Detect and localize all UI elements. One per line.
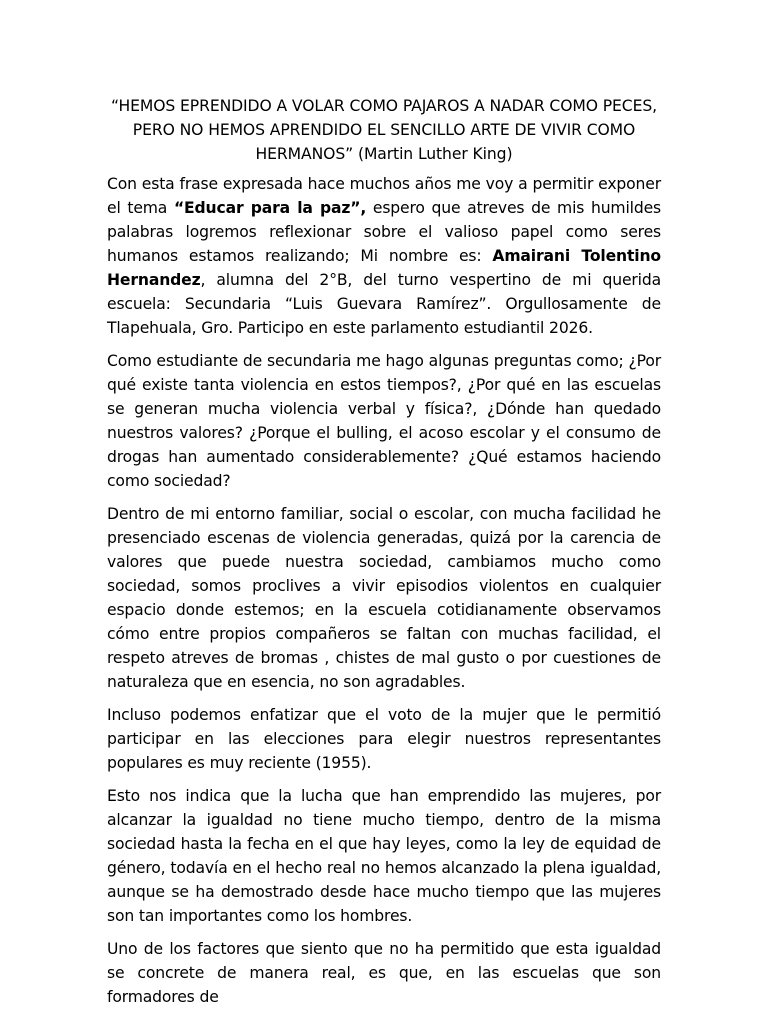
essay-topic: “Educar para la paz”,	[173, 199, 367, 217]
paragraph-intro-text-c: espero que atreves de mis humildes palabras logremos reflexionar sobre el valioso papel como seres humanos estamos realizando; Mi nombre es:	[107, 199, 661, 265]
paragraph-intro-text-a: Con esta frase expresada hace muchos años me voy a permitir exponer el tema	[107, 175, 661, 217]
paragraph-womens-vote: Incluso podemos enfatizar que el voto de la mujer que le permitió participar en las elecciones para elegir nuestros representantes populares es muy reciente (1955).	[107, 706, 661, 772]
paragraph-environment: Dentro de mi entorno familiar, social o escolar, con mucha facilidad he presenciado escenas de violencia generadas, quizá por la carencia de valores que puede nuestra sociedad, cambiamos mucho como sociedad, somos proclives a vivir episodios violentos en cualquier espacio donde estemos; en la escuela cotidianamente observamos cómo entre propios compañeros se faltan con muchas facilidad, el respeto atreves de bromas , chistes de mal gusto o por cuestiones de naturaleza que en esencia, no son agradables.	[107, 505, 661, 691]
paragraph-equality: Esto nos indica que la lucha que han emprendido las mujeres, por alcanzar la igualdad no tiene mucho tiempo, dentro de la misma sociedad hasta la fecha en el que hay leyes, como la ley de equidad de género, todavía en el hecho real no hemos alcanzado la plena igualdad, aunque se ha demostrado desde hace mucho tiempo que las mujeres son tan importantes como los hombres.	[107, 787, 661, 925]
paragraph-intro	[107, 172, 661, 340]
author-name: Amairani Tolentino Hernandez	[107, 247, 661, 289]
document-title: “HEMOS EPRENDIDO A VOLAR COMO PAJAROS A NADAR COMO PECES, PERO NO HEMOS APRENDIDO EL SENCILLO ARTE DE VIVIR COMO HERMANOS” (Martin Luther King)	[110, 97, 658, 163]
paragraph-questions: Como estudiante de secundaria me hago algunas preguntas como; ¿Por qué existe tanta violencia en estos tiempos?, ¿Por qué en las escuelas se generan mucha violencia verbal y física?, ¿Dónde han quedado nuestros valores? ¿Porque el bulling, el acoso escolar y el consumo de drogas han aumentado considerablemente? ¿Qué estamos haciendo como sociedad?	[107, 352, 661, 490]
paragraph-factors: Uno de los factores que siento que no ha permitido que esta igualdad se concrete de manera real, es que, en las escuelas que son formadores de	[107, 940, 661, 1006]
paragraph-intro-text-e: , alumna del 2°B, del turno vespertino de mi querida escuela: Secundaria “Luis Guevara Ramírez”. Orgullosamente de Tlapehuala, Gro. Participo en este parlamento estudiantil 2026.	[107, 271, 661, 337]
